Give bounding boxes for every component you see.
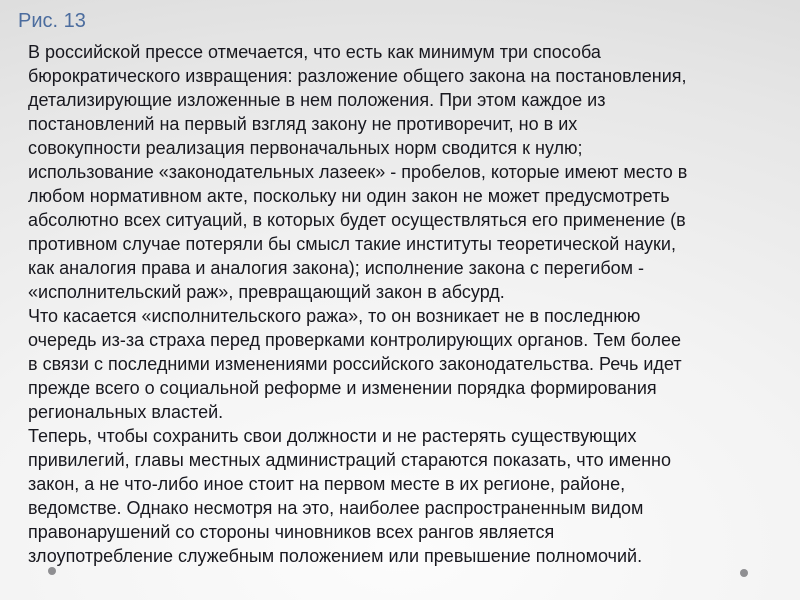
text-line-paragraph-1: В российской прессе отмечается, что есть как минимум три способа: [28, 42, 601, 62]
text-line-paragraph-1: использование «законодательных лазеек» - пробелов, которые имеют место в: [28, 162, 688, 182]
text-line-paragraph-2: в связи с последними изменениями российского законодательства. Речь идет: [28, 354, 682, 374]
text-line-paragraph-1: противном случае потеряли бы смысл такие институты теоретической науки,: [28, 234, 676, 254]
text-line-paragraph-1: бюрократического извращения: разложение общего закона на постановления,: [28, 66, 687, 86]
decorative-dot-left: [48, 567, 56, 575]
text-line-paragraph-1: абсолютно всех ситуаций, в которых будет осуществляться его применение (в: [28, 210, 686, 230]
text-line-paragraph-1: как аналогия права и аналогия закона); исполнение закона с перегибом -: [28, 258, 645, 278]
text-line-paragraph-2: региональных властей.: [28, 402, 224, 422]
text-line-paragraph-1: «исполнительский раж», превращающий закон в абсурд.: [28, 282, 505, 302]
text-line-paragraph-3: привилегий, главы местных администраций стараются показать, что именно: [28, 450, 671, 470]
text-line-paragraph-3: Теперь, чтобы сохранить свои должности и не растерять существующих: [28, 426, 637, 446]
text-line-paragraph-1: детализирующие изложенные в нем положения. При этом каждое из: [28, 90, 606, 110]
text-line-paragraph-1: совокупности реализация первоначальных норм сводится к нулю;: [28, 138, 583, 158]
text-line-paragraph-2: прежде всего о социальной реформе и изменении порядка формирования: [28, 378, 657, 398]
text-line-paragraph-2: Что касается «исполнительского ража», то он возникает не в последнюю: [28, 306, 641, 326]
text-line-paragraph-1: любом нормативном акте, поскольку ни один закон не может предусмотреть: [28, 186, 670, 206]
text-line-paragraph-3: правонарушений со стороны чиновников всех рангов является: [28, 522, 555, 542]
text-line-paragraph-3: ведомстве. Однако несмотря на это, наиболее распространенным видом: [28, 498, 644, 518]
body-text: [28, 40, 788, 568]
text-line-paragraph-3: закон, а не что-либо иное стоит на первом месте в их регионе, районе,: [28, 474, 626, 494]
text-line-paragraph-1: постановлений на первый взгляд закону не противоречит, но в их: [28, 114, 578, 134]
text-line-paragraph-3: злоупотребление служебным положением или превышение полномочий.: [28, 546, 643, 566]
decorative-dot-right: [740, 569, 748, 577]
text-line-paragraph-2: очередь из-за страха перед проверками контролирующих органов. Тем более: [28, 330, 682, 350]
figure-caption: Рис. 13: [18, 10, 86, 32]
